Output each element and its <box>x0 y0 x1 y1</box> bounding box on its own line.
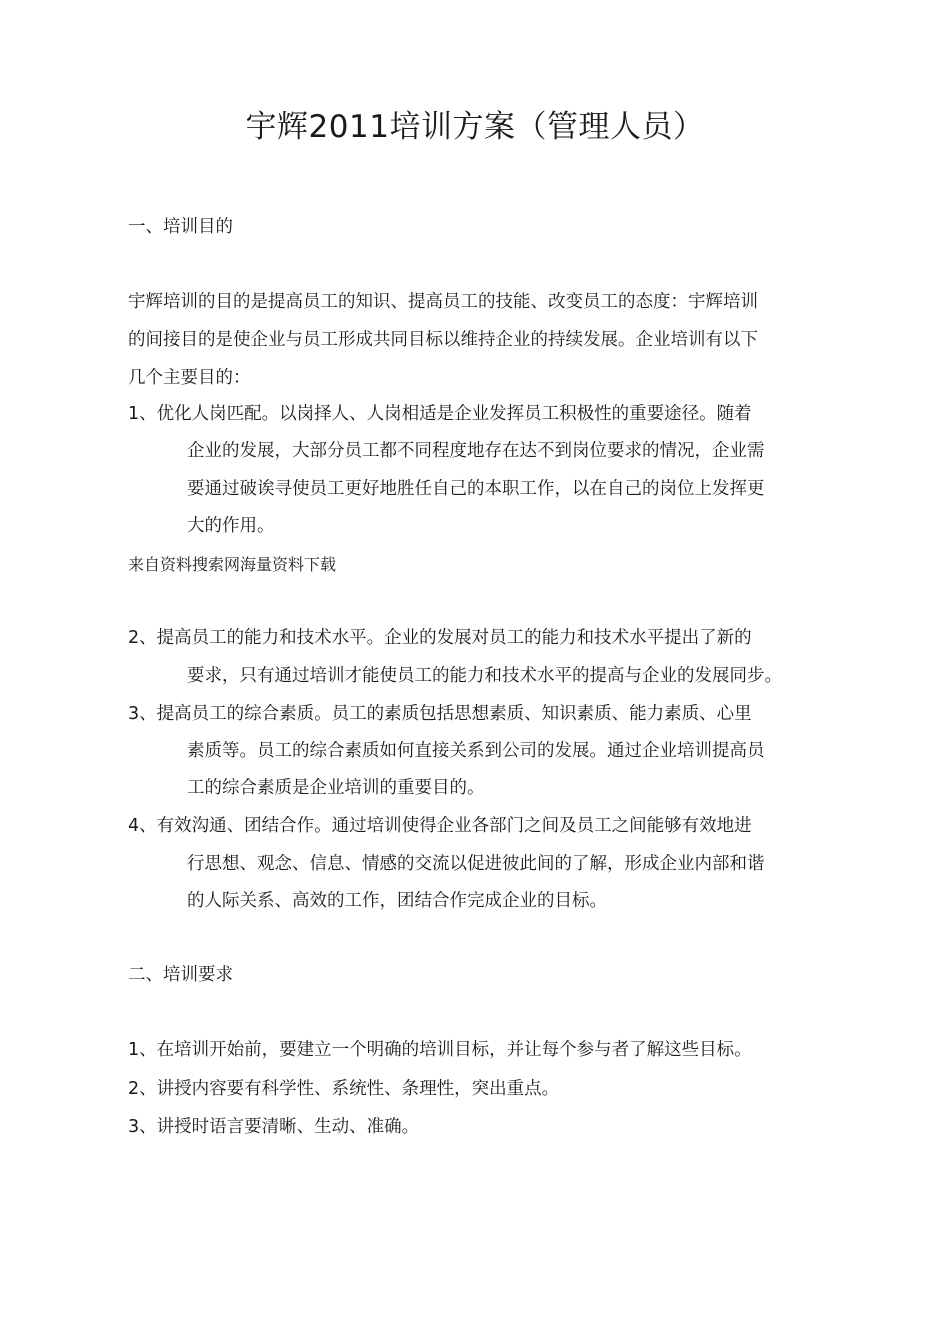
section-heading-purpose: 一、培训目的 <box>128 217 233 237</box>
source-note: 来自资料搜索网海量资料下载 <box>128 555 337 574</box>
purpose-item-1-line-4: 大的作用。 <box>187 516 275 536</box>
intro-line-3: 几个主要目的： <box>128 368 251 388</box>
requirement-item-2: 2、讲授内容要有科学性、系统性、条理性，突出重点。 <box>128 1079 560 1099</box>
purpose-item-2: 2、提高员工的能力和技术水平。企业的发展对员工的能力和技术水平提出了新的 <box>128 628 752 648</box>
purpose-item-3-line-2: 素质等。员工的综合素质如何直接关系到公司的发展。通过企业培训提高员 <box>187 741 765 761</box>
purpose-item-4-line-3: 的人际关系、高效的工作，团结合作完成企业的目标。 <box>187 891 607 911</box>
purpose-item-1-line-2: 企业的发展，大部分员工都不同程度地存在达不到岗位要求的情况，企业需 <box>187 441 765 461</box>
requirement-item-3: 3、讲授时语言要清晰、生动、准确。 <box>128 1117 420 1137</box>
document-title: 宇辉2011培训方案（管理人员） <box>245 109 705 145</box>
purpose-item-1-line-3: 要通过破诶寻使员工更好地胜任自己的本职工作，以在自己的岗位上发挥更 <box>187 479 765 499</box>
purpose-item-4: 4、有效沟通、团结合作。通过培训使得企业各部门之间及员工之间能够有效地进 <box>128 816 752 836</box>
purpose-item-3: 3、提高员工的综合素质。员工的素质包括思想素质、知识素质、能力素质、心里 <box>128 704 752 724</box>
purpose-item-4-line-2: 行思想、观念、信息、情感的交流以促进彼此间的了解，形成企业内部和谐 <box>187 854 765 874</box>
purpose-item-2-line-2: 要求，只有通过培训才能使员工的能力和技术水平的提高与企业的发展同步。 <box>187 666 782 686</box>
intro-line-2: 的间接目的是使企业与员工形成共同目标以维持企业的持续发展。企业培训有以下 <box>128 330 758 350</box>
intro-line-1: 宇辉培训的目的是提高员工的知识、提高员工的技能、改变员工的态度：宇辉培训 <box>128 292 758 312</box>
purpose-item-3-line-3: 工的综合素质是企业培训的重要目的。 <box>187 778 485 798</box>
purpose-item-1: 1、优化人岗匹配。以岗择人、人岗相适是企业发挥员工积极性的重要途径。随着 <box>128 404 752 424</box>
requirement-item-1: 1、在培训开始前，要建立一个明确的培训目标，并让每个参与者了解这些目标。 <box>128 1040 752 1060</box>
section-heading-requirements: 二、培训要求 <box>128 965 233 985</box>
